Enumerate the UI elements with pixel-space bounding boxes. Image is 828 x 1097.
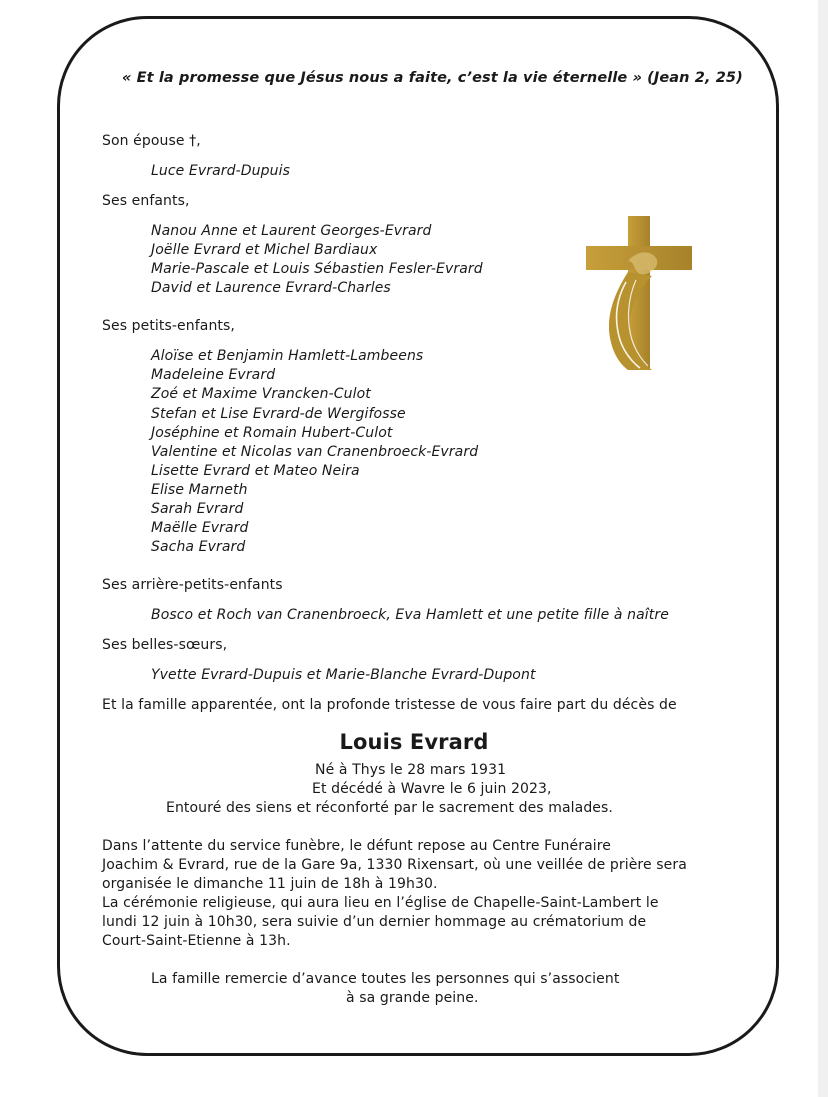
- announcement-text: Et la famille apparentée, ont la profonde tristesse de vous faire part du décès de: [102, 697, 677, 713]
- spouse-name: Luce Evrard-Dupuis: [151, 163, 290, 179]
- children-heading: Ses enfants,: [102, 193, 190, 209]
- child-name: David et Laurence Evrard-Charles: [151, 280, 391, 296]
- grandchild-name: Zoé et Maxime Vrancken-Culot: [151, 386, 371, 402]
- grandchild-name: Sacha Evrard: [151, 539, 246, 555]
- deceased-name: Louis Evrard: [339, 730, 489, 754]
- grandchild-name: Madeleine Evrard: [151, 367, 276, 383]
- service-line: lundi 12 juin à 10h30, sera suivie d’un dernier hommage au crématorium de: [102, 914, 647, 930]
- sisters-in-law-heading: Ses belles-sœurs,: [102, 637, 228, 653]
- grandchildren-heading: Ses petits-enfants,: [102, 318, 235, 334]
- grandchild-name: Sarah Evrard: [151, 501, 244, 517]
- grandchild-name: Aloïse et Benjamin Hamlett-Lambeens: [151, 348, 424, 364]
- bible-quote: « Et la promesse que Jésus nous a faite, c’est la vie éternelle » (Jean 2, 25): [122, 70, 743, 86]
- grandchild-name: Valentine et Nicolas van Cranenbroeck-Evrard: [151, 444, 479, 460]
- sacrament-line: Entouré des siens et réconforté par le sacrement des malades.: [166, 800, 613, 816]
- cross-with-dove-icon: [586, 216, 692, 370]
- child-name: Nanou Anne et Laurent Georges-Evrard: [151, 223, 432, 239]
- death-line: Et décédé à Wavre le 6 juin 2023,: [312, 781, 552, 797]
- spouse-heading: Son épouse †,: [102, 133, 201, 149]
- child-name: Joëlle Evrard et Michel Bardiaux: [151, 242, 378, 258]
- page-edge: [818, 0, 828, 1097]
- birth-line: Né à Thys le 28 mars 1931: [315, 762, 507, 778]
- grandchild-name: Lisette Evrard et Mateo Neira: [151, 463, 360, 479]
- service-line: Court-Saint-Etienne à 13h.: [102, 933, 291, 949]
- great-grandchildren-heading: Ses arrière-petits-enfants: [102, 577, 283, 593]
- thanks-line: à sa grande peine.: [346, 990, 479, 1006]
- thanks-line: La famille remercie d’avance toutes les personnes qui s’associent: [151, 971, 620, 987]
- grandchild-name: Maëlle Evrard: [151, 520, 249, 536]
- grandchild-name: Stefan et Lise Evrard-de Wergifosse: [151, 406, 406, 422]
- grandchild-name: Elise Marneth: [151, 482, 248, 498]
- service-line: La cérémonie religieuse, qui aura lieu en l’église de Chapelle-Saint-Lambert le: [102, 895, 659, 911]
- service-line: Dans l’attente du service funèbre, le défunt repose au Centre Funéraire: [102, 838, 611, 854]
- child-name: Marie-Pascale et Louis Sébastien Fesler-Evrard: [151, 261, 483, 277]
- sisters-in-law-names: Yvette Evrard-Dupuis et Marie-Blanche Evrard-Dupont: [151, 667, 536, 683]
- service-line: organisée le dimanche 11 juin de 18h à 19h30.: [102, 876, 438, 892]
- great-grandchildren-names: Bosco et Roch van Cranenbroeck, Eva Hamlett et une petite fille à naître: [151, 607, 669, 623]
- service-line: Joachim & Evrard, rue de la Gare 9a, 1330 Rixensart, où une veillée de prière sera: [102, 857, 687, 873]
- grandchild-name: Joséphine et Romain Hubert-Culot: [151, 425, 393, 441]
